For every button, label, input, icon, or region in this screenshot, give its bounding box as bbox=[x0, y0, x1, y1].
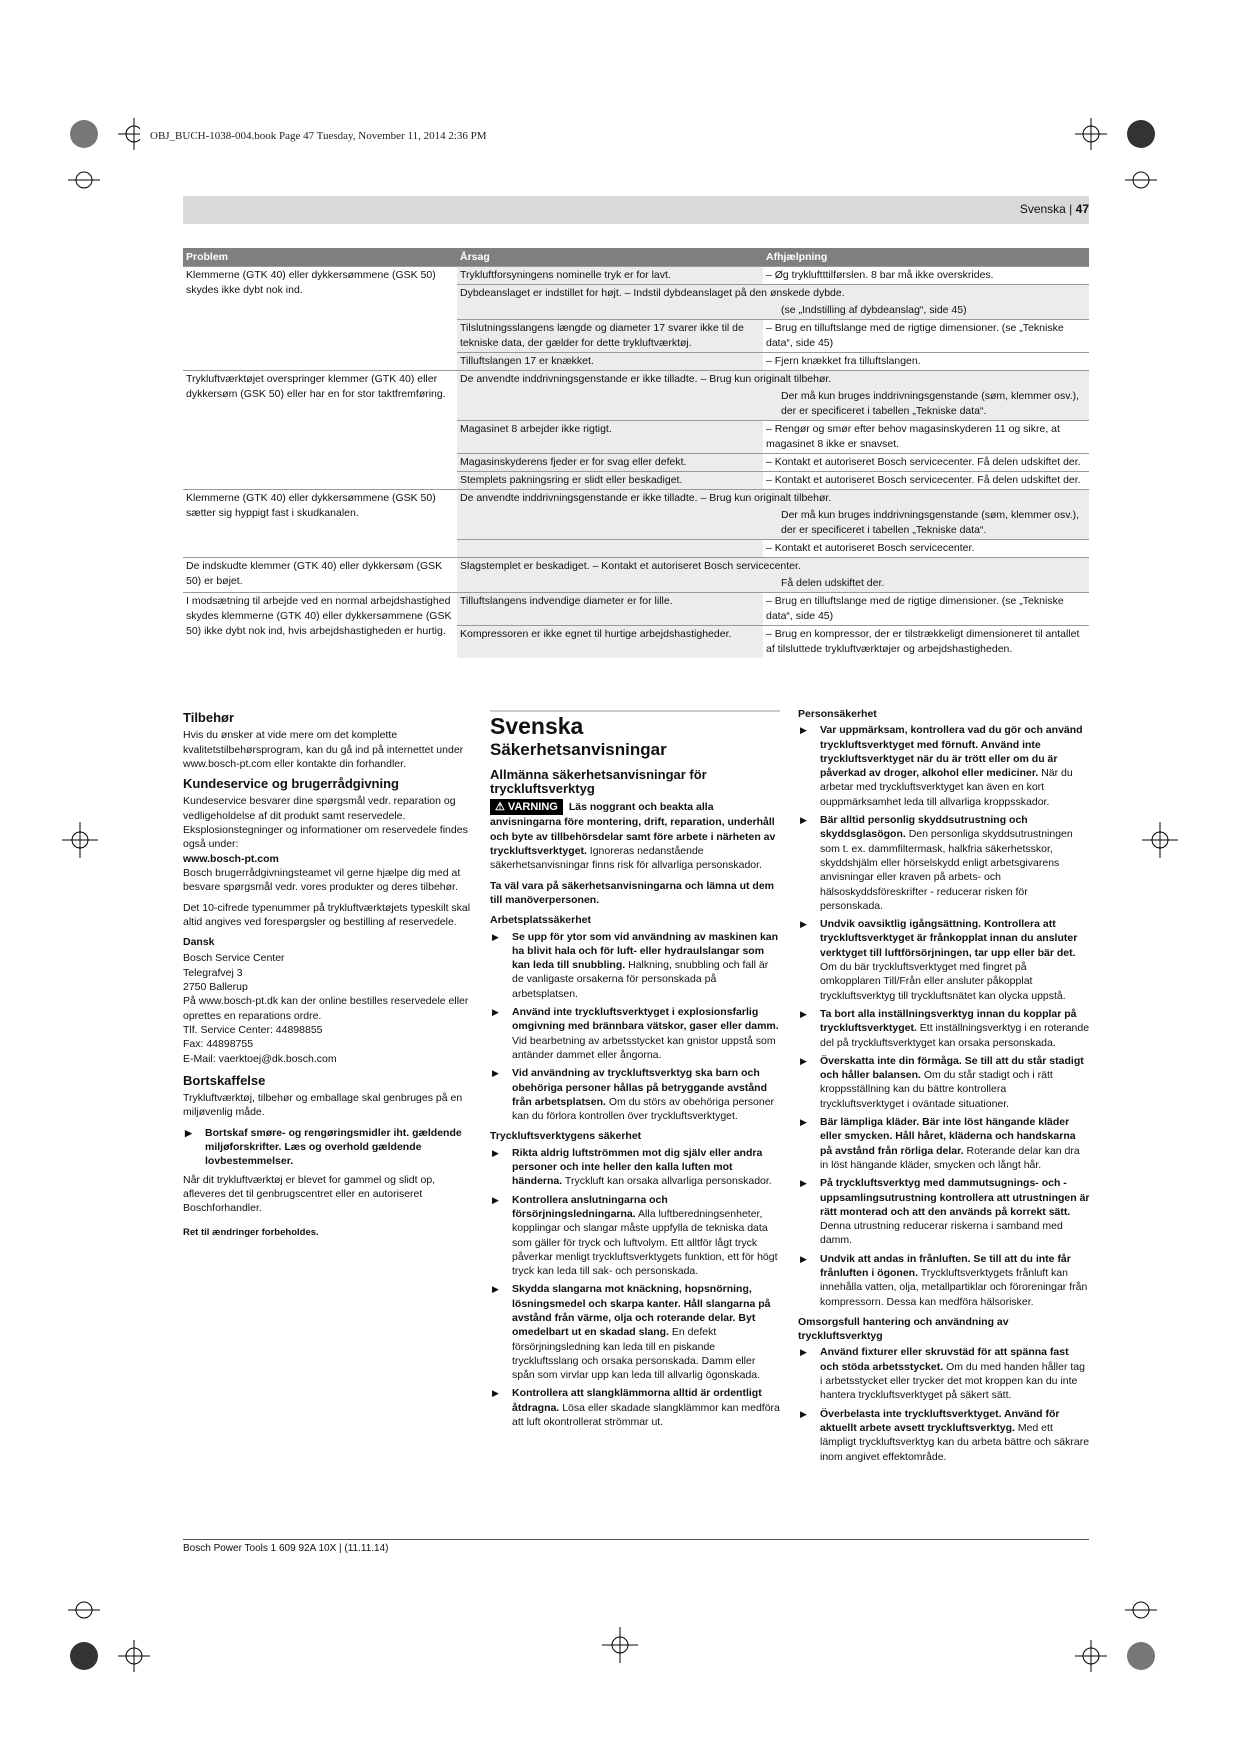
item-text: Roterande delar kan dra in löst hängande kläder, smycken och långt hår. bbox=[820, 1144, 1080, 1171]
item-bold: Använd fixturer eller skruvstäd för att spänna fast och stöda arbetsstycket. bbox=[820, 1346, 1069, 1373]
item-bold: Vid användning av tryckluftsverktyg ska barn och obehöriga personer hållas på betryggande avstånd från arbetsplatsen. bbox=[512, 1067, 767, 1108]
footer-rule bbox=[183, 1539, 1089, 1540]
item-bold: Bär alltid personlig skyddsutrustning och skyddsglasögon. bbox=[820, 814, 1028, 841]
heading-tool-safety: Tryckluftsverktygens säkerhet bbox=[490, 1130, 642, 1143]
item-text: Om du med handen håller tag i arbetsstycket eller trycker det mot kroppen kan du inte hantera tryckluftsverktyget på säkert sätt. bbox=[820, 1360, 1085, 1402]
heading-general-safety: Allmänna säkerhetsanvisningar för tryckluftsverktyg bbox=[490, 766, 707, 796]
item-bold: Kontrollera att slangklämmorna alltid är ordentligt åtdragna. bbox=[512, 1387, 762, 1414]
cause-cell: Stemplets pakningsring er slidt eller beskadiget. bbox=[457, 472, 763, 490]
remedy-cell: – Kontakt et autoriseret Bosch servicecenter. Få delen udskiftet der. bbox=[763, 472, 1089, 490]
list-item bbox=[798, 917, 1090, 1003]
fax-line: Fax: 44898755 bbox=[183, 1038, 254, 1051]
item-bold: Rikta aldrig luftströmmen mot dig själv eller andra personer och inte heller den kalla luften mot händerna. bbox=[512, 1146, 763, 1188]
list-item bbox=[798, 1115, 1090, 1172]
address-line: 2750 Ballerup bbox=[183, 981, 248, 994]
footer-text: Bosch Power Tools 1 609 92A 10X | (11.11.14) bbox=[183, 1543, 389, 1554]
cause-cell: Magasinet 8 arbejder ikke rigtigt. bbox=[457, 421, 763, 454]
website-link[interactable]: www.bosch-pt.com bbox=[183, 852, 279, 865]
paragraph: Bosch brugerrådgivningsteamet vil gerne hjælpe dig med at besvare spørgsmål vedr. vores produkter og deres tilbehør. bbox=[183, 866, 461, 894]
list-item bbox=[490, 1193, 780, 1279]
running-header: Svenska | 47 bbox=[1019, 202, 1089, 216]
section-title: Säkerhetsanvisningar bbox=[490, 740, 667, 760]
column-svenska-2 bbox=[798, 705, 1090, 1468]
item-bold: Kontrollera anslutningarna och försörjningsledningarna. bbox=[512, 1193, 668, 1220]
paragraph: Hvis du ønsker at vide mere om det komplette kvalitetstilbehørsprogram, kan du gå ind på internettet under www.bosch-pt.com eller kontakte din forhandler. bbox=[183, 729, 464, 770]
keep-instructions: Ta väl vara på säkerhetsanvisningarna och lämna ut dem till manöverpersonen. bbox=[490, 879, 775, 906]
th-problem: Problem bbox=[183, 248, 457, 267]
bullet-list bbox=[798, 723, 1090, 1309]
remedy-cell: – Fjern knækket fra tilluftslangen. bbox=[763, 353, 1089, 371]
heading-careful-handling: Omsorgsfull hantering och användning av tryckluftsverktyg bbox=[798, 1315, 1009, 1343]
problem-cell: Klemmerne (GTK 40) eller dykkersømmene (GSK 50) skydes ikke dybt nok ind. bbox=[183, 267, 457, 371]
item-text: Halkning, snubbling och fall är de vanligaste orsakerna för personskada på arbetsplatsen. bbox=[512, 959, 769, 1000]
item-bold: Överbelasta inte tryckluftsverktyget. Använd för aktuellt arbete avsett tryckluftsverktyg. bbox=[820, 1407, 1060, 1434]
item-text: Denna utrustning reducerar riskerna i samband med damm. bbox=[820, 1220, 1063, 1247]
cause-cell bbox=[457, 540, 763, 558]
phone-line: Tlf. Service Center: 44898855 bbox=[183, 1023, 323, 1036]
item-text: Tryckluft kan orsaka allvarliga personskador. bbox=[564, 1175, 772, 1188]
bullet-list bbox=[490, 1146, 780, 1430]
list-item bbox=[798, 1407, 1090, 1464]
remedy-cell: – Kontakt et autoriseret Bosch servicecenter. bbox=[763, 540, 1089, 558]
heading-personal-safety: Personsäkerhet bbox=[798, 708, 877, 720]
item-bold: Var uppmärksam, kontrollera vad du gör och använd tryckluftsverktyget med förnuft. Använd inte tryckluftsverktyget när du är trött eller om du är påverkad av droger, alkohol eller mediciner. bbox=[820, 724, 1083, 780]
cause-cell: Tilluftslangen 17 er knækket. bbox=[457, 353, 763, 371]
table-row bbox=[183, 593, 1089, 626]
paragraph: Det 10-cifrede typenummer på trykluftværktøjets typeskilt skal altid angives ved forespørgsler og bestilling af reservedele. bbox=[183, 901, 471, 928]
item-text: Med ett lämpligt tryckluftsverktyg kan du arbeta bättre och säkrare inom angivet effektområde. bbox=[820, 1421, 1090, 1463]
item-bold: Överskatta inte din förmåga. Se till att du står stadigt och håller balansen. bbox=[820, 1054, 1084, 1082]
heading-bortskaffelse: Bortskaffelse bbox=[183, 1072, 266, 1088]
remedy-cell: Få delen udskiftet der. bbox=[457, 575, 1089, 593]
remedy-cell: – Brug en tilluftslange med de rigtige dimensioner. (se „Tekniske data“, side 45) bbox=[763, 320, 1089, 353]
cause-cell: Trykluftforsyningens nominelle tryk er for lavt. bbox=[457, 267, 763, 285]
remedy-cell: – Rengør og smør efter behov magasinskyderen 11 og sikre, at magasinet 8 ikke er snavset. bbox=[763, 421, 1089, 454]
list-item bbox=[798, 1007, 1090, 1050]
column-svenska-1 bbox=[490, 715, 780, 1433]
item-text: En defekt försörjningsledning kan leda till en piskande tryckluftsslang och orsaka personskada. Damm eller spån som virvlar upp kan leda till allvarlig ögonskada. bbox=[512, 1326, 761, 1382]
heading-kundeservice: Kundeservice og brugerrådgivning bbox=[183, 776, 399, 792]
item-bold: Undvik oavsiktlig igångsättning. Kontrollera att tryckluftsverktyget är frånkopplat innan du ansluter verktyget till luftförsörjningen, tar upp eller bär det. bbox=[820, 918, 1078, 959]
table-header-row bbox=[183, 248, 1089, 267]
list-item bbox=[490, 1146, 780, 1189]
address-line: På www.bosch-pt.dk kan der online bestilles reservedele eller oprettes en reparations ordre. bbox=[183, 995, 469, 1022]
paragraph: Når dit trykluftværktøj er blevet for gammel og slidt op, afleveres det til genbrugscentret eller en autoriseret Boschforhandler. bbox=[183, 1173, 436, 1215]
warning-text: Läs noggrant och beakta alla anvisningarna före montering, drift, reparation, underhåll och byte av tillbehörsdelar samt före arbete i närheten av tryckluftsverktyget. bbox=[490, 801, 776, 858]
problem-cell: De indskudte klemmer (GTK 40) eller dykkersøm (GSK 50) er bøjet. bbox=[183, 558, 457, 593]
item-bold: Skydda slangarna mot knäckning, hopsnörning, lösningsmedel och skarpa kanter. Håll slangarna på avstånd från värme, olja och roterande delar. Byt omedelbart ut en skadad slang. bbox=[512, 1283, 771, 1339]
list-item bbox=[798, 1176, 1090, 1247]
registration-mark-top-right bbox=[1075, 110, 1165, 190]
list-item: ▶ Bortskaf smøre- og rengøringsmidler iht. gældende miljøforskrifter. Læs og overhold gældende lovbestemmelser. bbox=[183, 1126, 475, 1169]
item-bold: Använd inte tryckluftsverktyget i explosionsfarlig omgivning med brännbara vätskor, gaser eller damm. bbox=[512, 1006, 779, 1033]
remedy-cell: – Brug en tilluftslange med de rigtige dimensioner. (se „Tekniske data“, side 45) bbox=[763, 593, 1089, 626]
troubleshooting-table bbox=[183, 248, 1089, 658]
paragraph: Kundeservice besvarer dine spørgsmål vedr. reparation og vedligeholdelse af dit produkt samt reservedele. Eksplosionstegninger og informationer om reservedele findes også under: bbox=[183, 795, 468, 851]
section-rule bbox=[490, 710, 780, 712]
table-row bbox=[183, 490, 1089, 508]
paragraph: Trykluftværktøj, tilbehør og emballage skal genbruges på en miljøvenlig måde. bbox=[183, 1092, 463, 1119]
email-line: E-Mail: vaerktoej@dk.bosch.com bbox=[183, 1052, 337, 1065]
bullet-list bbox=[798, 1345, 1090, 1463]
item-bold: Bär lämpliga kläder. Bär inte löst hängande kläder eller smycken. Håll håret, kläderna och handskarna på avstånd från rörliga delar. bbox=[820, 1116, 1076, 1157]
remedy-cell: – Brug en kompressor, der er tilstrækkeligt dimensioneret til antallet af tilsluttede trykluftværktøjer og arbejdshastigheden. bbox=[763, 626, 1089, 659]
cause-cell: Slagstemplet er beskadiget. – Kontakt et autoriseret Bosch servicecenter. bbox=[457, 558, 1089, 576]
item-text: Vid bearbetning av arbetsstycket kan gnistor uppstå som antänder dammet eller ångorna. bbox=[512, 1034, 776, 1061]
address-line: Bosch Service Center bbox=[183, 952, 285, 965]
list-item bbox=[490, 1066, 780, 1123]
remedy-cell: – Kontakt et autoriseret Bosch servicecenter. Få delen udskiftet der. bbox=[763, 454, 1089, 472]
table-row bbox=[183, 267, 1089, 285]
item-bold: Undvik att andas in frånluften. Se till att du inte får frånluften i ögonen. bbox=[820, 1252, 1071, 1279]
address-line: Telegrafvej 3 bbox=[183, 966, 243, 979]
registration-mark-bottom-right bbox=[1075, 1590, 1165, 1680]
remedy-cell: Der må kun bruges inddrivningsgenstande (søm, klemmer osv.), der er specificeret i tabellen „Tekniske data“. bbox=[457, 507, 1089, 540]
language-title: Svenska bbox=[490, 713, 584, 739]
th-remedy: Afhjælpning bbox=[763, 248, 1089, 267]
heading-tilbehor: Tilbehør bbox=[183, 710, 235, 725]
registration-mark-top-left bbox=[60, 110, 140, 190]
item-text: Om du står stadigt och i rätt kroppsställning kan du bättre kontrollera tryckluftsverktyget i oväntade situationer. bbox=[820, 1069, 1053, 1110]
cause-cell: De anvendte inddrivningsgenstande er ikke tilladte. – Brug kun originalt tilbehør. bbox=[457, 490, 1089, 508]
item-text: Alla luftberedningsenheter, kopplingar och slangar måste uppfylla de tekniska data som gäller för tryck och luftvolym. Ett alltför lågt tryck påverkar menligt tryckluftsverktygets funktion, ett för högt tryck kan leda till sak- och personskada. bbox=[512, 1207, 778, 1278]
header-band bbox=[183, 196, 1089, 224]
registration-mark-mid-left bbox=[60, 820, 100, 860]
page-number: 47 bbox=[1075, 202, 1089, 216]
cause-cell: Dybdeanslaget er indstillet for højt. – Indstil dybdeanslaget på den ønskede dybde. bbox=[457, 285, 1089, 303]
warning-label-text: VARNING bbox=[507, 801, 558, 814]
cause-cell: Tilslutningsslangens længde og diameter 17 svarer ikke til de tekniske data, der gælder for dette trykluftværktøj. bbox=[457, 320, 763, 353]
list-item bbox=[798, 813, 1090, 913]
header-section: Svenska bbox=[1019, 202, 1066, 216]
item-text: När du arbetar med tryckluftsverktyget kan även en kort ouppmärksamhet leda till allvarliga kroppsskador. bbox=[820, 767, 1073, 808]
problem-cell: I modsætning til arbejde ved en normal arbejdshastighed skydes klemmerne (GTK 40) eller dykkersømmene (GSK 50) ikke dybt nok ind, hvis arbejdshastigheden er hurtig. bbox=[183, 593, 457, 659]
item-bold: På tryckluftsverktyg med dammutsugnings- och -uppsamlingsutrustning kontrollera att utrustningen är rätt monterad och att den används på korrekt sätt. bbox=[820, 1177, 1090, 1218]
item-text: Tryckluftsverktygets frånluft kan innehålla vatten, olja, metallpartiklar och föroreningar från kompressorn. Dessa kan medföra hälsorisker. bbox=[820, 1266, 1088, 1308]
list-item bbox=[490, 930, 780, 1001]
remedy-cell: (se „Indstilling af dybdeanslag“, side 45) bbox=[457, 302, 1089, 320]
item-bold: Se upp för ytor som vid användning av maskinen kan ha blivit hala och för luft- eller hydraulslangar som kan leda till snubbling. bbox=[512, 930, 779, 972]
item-bold: Ta bort alla inställningsverktyg innan du kopplar på tryckluftsverktyget. bbox=[820, 1007, 1077, 1035]
table-row bbox=[183, 558, 1089, 576]
problem-cell: Trykluftværktøjet overspringer klemmer (GTK 40) eller dykkersøm (GSK 50) eller har en for stor taktfremføring. bbox=[183, 371, 457, 490]
print-slug: OBJ_BUCH-1038-004.book Page 47 Tuesday, November 11, 2014 2:36 PM bbox=[150, 130, 487, 142]
item-text: Om du störs av obehöriga personer kan du förlora kontrollen över tryckluftsverktyget. bbox=[512, 1095, 775, 1123]
registration-mark-bottom-center bbox=[600, 1625, 640, 1665]
item-text: Lösa eller skadade slangklämmor kan medföra att luft okontrollerat strömmar ut. bbox=[512, 1401, 780, 1429]
list-item bbox=[490, 1386, 780, 1429]
bullet-list bbox=[183, 1126, 475, 1169]
list-item bbox=[798, 723, 1090, 809]
list-item bbox=[798, 1252, 1090, 1309]
list-item bbox=[490, 1282, 780, 1382]
item-text: Ett inställningsverktyg i en roterande del på tryckluftsverktyget kan orsaka personskada. bbox=[820, 1022, 1090, 1049]
cause-cell: Tilluftslangens indvendige diameter er for lille. bbox=[457, 593, 763, 626]
cause-cell: De anvendte inddrivningsgenstande er ikke tilladte. – Brug kun originalt tilbehør. bbox=[457, 371, 1089, 389]
remedy-cell: – Øg trykluftttilførslen. 8 bar må ikke overskrides. bbox=[763, 267, 1089, 285]
warning-block bbox=[490, 799, 780, 872]
bullet-list bbox=[490, 930, 780, 1124]
list-item bbox=[490, 1005, 780, 1062]
remedy-cell: Der må kun bruges inddrivningsgenstande (søm, klemmer osv.), der er specificeret i tabellen „Tekniske data“. bbox=[457, 388, 1089, 421]
cause-cell: Kompressoren er ikke egnet til hurtige arbejdshastigheder. bbox=[457, 626, 763, 659]
th-cause: Årsag bbox=[457, 248, 763, 267]
list-item bbox=[798, 1054, 1090, 1111]
warning-text-2: Ignoreras nedanstående säkerhetsanvisningar finns risk för allvarliga personskador. bbox=[490, 845, 762, 872]
table-row bbox=[183, 371, 1089, 389]
item-text: Om du bär tryckluftsverktyget med fingret på omkopplaren Till/Från eller ansluter påkopplat tryckluftsverktyg till tryckluftsnätet kan olycka uppstå. bbox=[820, 961, 1066, 1002]
heading-dansk: Dansk bbox=[183, 936, 215, 949]
list-item bbox=[798, 1345, 1090, 1402]
heading-workplace-safety: Arbetsplatssäkerhet bbox=[490, 914, 591, 927]
registration-mark-bottom-left bbox=[60, 1590, 150, 1680]
problem-cell: Klemmerne (GTK 40) eller dykkersømmene (GSK 50) sætter sig hyppigt fast i skudkanalen. bbox=[183, 490, 457, 558]
item-text: Den personliga skyddsutrustningen som t. ex. dammfiltermask, halkfria säkerhetsskor, skyddshjälm eller hörselskydd enligt arbetsgivarens anvisningar eller kraven på arbets- och hälsoskyddsföreskrifter - reducerar risken för personskada. bbox=[820, 828, 1073, 912]
registration-mark-mid-right bbox=[1140, 820, 1180, 860]
column-dansk bbox=[183, 705, 475, 1246]
cause-cell: Magasinskyderens fjeder er for svag eller defekt. bbox=[457, 454, 763, 472]
warning-label: ⚠ VARNING bbox=[490, 799, 563, 815]
disclaimer: Ret til ændringer forbeholdes. bbox=[183, 1226, 319, 1238]
